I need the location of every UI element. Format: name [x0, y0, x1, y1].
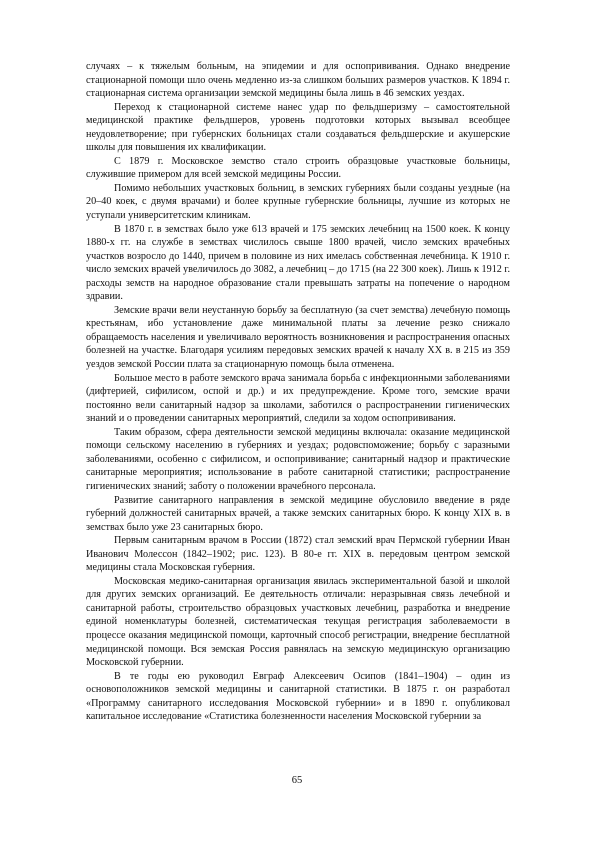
paragraph-9: Развитие санитарного направления в земской медицине обусловило введение в ряде губерний должностей санитарных врачей, а также земских санитарных бюро. К концу XIX в. в земствах было уже 23 санитарных бюро. — [86, 494, 510, 533]
paragraph-10: Первым санитарным врачом в России (1872) стал земский врач Пермской губернии Иван Иванович Молессон (1842–1902; рис. 123). В 80-е гг. XIX в. передовым центром земской медицины стала Московская губерния. — [86, 535, 510, 574]
paragraph-2: Переход к стационарной системе нанес удар по фельдшеризму – самостоятельной медицинской практике фельдшеров, уровень подготовки которых вызывал всеобщее неудовлетворение; при губернских больницах стали создаваться фельдшерские и акушерские школы для повышения их квалификации. — [86, 101, 510, 154]
paragraph-12: В те годы ею руководил Евграф Алексеевич Осипов (1841–1904) – один из основоположников земской медицины и санитарной статистики. В 1875 г. он разработал «Программу санитарного исследования Московской губернии» и в 1890 г. опубликовал капитальное исследование «Статистика болезненности населения Московской губернии за — [86, 670, 510, 723]
paragraph-6: Земские врачи вели неустанную борьбу за бесплатную (за счет земства) лечебную помощь крестьянам, ибо установление даже минимальной платы за лечение резко снижало обращаемость населения и увеличивало вероятность возникновения и распространения опасных болезней на участке. Благодаря усилиям передовых земских врачей к началу XX в. в 215 из 359 уездов земской России плата за стационарную помощь была отменена. — [86, 304, 510, 371]
page-number: 65 — [291, 775, 303, 786]
paragraph-8: Таким образом, сфера деятельности земской медицины включала: оказание медицинской помощи сельскому населению в губерниях и уездах; родовспоможение; борьбу с заразными заболеваниями, особенно с сифилисом, и оспопрививание; санитарный надзор и практические санитарные мероприятия; использование в работе санитарной статистики; распространение гигиенических знаний; заботу о положении врачебного персонала. — [86, 426, 510, 492]
body-text — [86, 60, 510, 724]
paragraph-7: Большое место в работе земского врача занимала борьба с инфекционными заболеваниями (дифтерией, сифилисом, оспой и др.) и их предупреждение. Кроме того, земские врачи постоянно вели санитарный надзор за школами, заботился о распространении гигиенических знаний и о проведении санитарных мероприятий, следили за ходом оспопрививания. — [86, 372, 510, 425]
paragraph-5: В 1870 г. в земствах было уже 613 врачей и 175 земских лечебниц на 1500 коек. К концу 1880-х гг. на службе в земствах числилось свыше 1800 врачей, число земских врачебных участков возросло до 1440, причем в половине из них имелась собственная лечебница. К 1910 г. число земских врачей увеличилось до 3082, а лечебниц – до 1715 (на 22 300 коек). Лишь к 1912 г. расходы земств на народное образование стали превышать затраты на попечение о народном здравии. — [86, 223, 510, 303]
paragraph-3: С 1879 г. Московское земство стало строить образцовые участковые больницы, служившие примером для всей земской медицины России. — [86, 155, 510, 181]
paragraph-11: Московская медико-санитарная организация явилась экспериментальной базой и школой для других земских организаций. Ее деятельность отличали: неразрывная связь лечебной и санитарной работы, строительство образцовых участковых лечебниц, разработка и внедрение единой номенклатуры болезней, систематическая текущая регистрация заболеваемости в процессе оказания медицинской помощи, карточный способ регистрации, внедрение бесплатной медицинской помощи. Вся земская Россия равнялась на земскую медицинскую организацию Московской губернии. — [86, 575, 510, 669]
paragraph-4: Помимо небольших участковых больниц, в земских губерниях были созданы уездные (на 20–40 коек, с двумя врачами) и более крупные губернские больницы, лучшие из которых не уступали университетским клиникам. — [86, 182, 510, 222]
paragraph-1: случаях – к тяжелым больным, на эпидемии и для оспопрививания. Однако внедрение стационарной помощи шло очень медленно из-за слишком больших размеров участков. К 1894 г. стационарная система организации земской медицины была лишь в 46 земских уездах. — [86, 61, 510, 100]
